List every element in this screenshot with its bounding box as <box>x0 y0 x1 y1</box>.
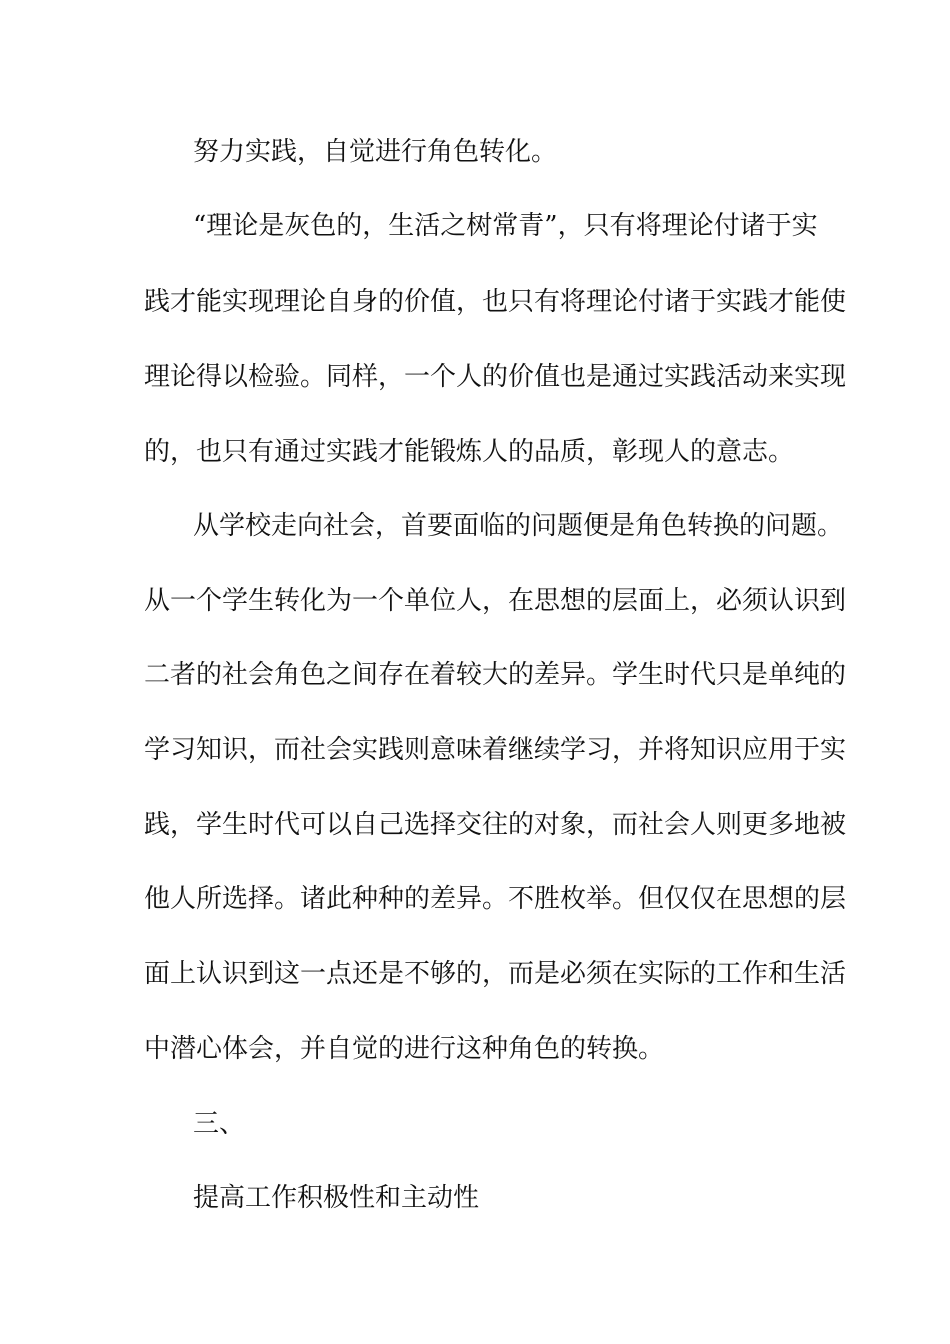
text-line-1: 努力实践，自觉进行角色转化。 <box>193 137 558 167</box>
text-line-12: 面上认识到这一点还是不够的，而是必须在实际的工作和生活 <box>144 959 847 989</box>
text-line-10: 践，学生时代可以自己选择交往的对象，而社会人则更多地被 <box>144 810 847 840</box>
text-line-4: 理论得以检验。同样，一个人的价值也是通过实践活动来实现 <box>144 362 847 392</box>
text-line-3: 践才能实现理论自身的价值，也只有将理论付诸于实践才能使 <box>144 287 847 317</box>
text-line-11: 他人所选择。诸此种种的差异。不胜枚举。但仅仅在思想的层 <box>144 884 847 914</box>
section-number: 三、 <box>193 1109 246 1139</box>
text-line-13: 中潜心体会，并自觉的进行这种角色的转换。 <box>144 1034 665 1064</box>
text-line-2: “理论是灰色的，生活之树常青”，只有将理论付诸于实 <box>193 211 818 241</box>
text-line-8: 二者的社会角色之间存在着较大的差异。学生时代只是单纯的 <box>144 660 847 690</box>
text-line-7: 从一个学生转化为一个单位人，在思想的层面上，必须认识到 <box>144 586 847 616</box>
text-line-9: 学习知识，而社会实践则意味着继续学习，并将知识应用于实 <box>144 735 847 765</box>
text-line-6: 从学校走向社会，首要面临的问题便是角色转换的问题。 <box>193 511 844 541</box>
section-heading: 提高工作积极性和主动性 <box>193 1183 480 1213</box>
text-line-5: 的，也只有通过实践才能锻炼人的品质，彰现人的意志。 <box>144 437 795 467</box>
